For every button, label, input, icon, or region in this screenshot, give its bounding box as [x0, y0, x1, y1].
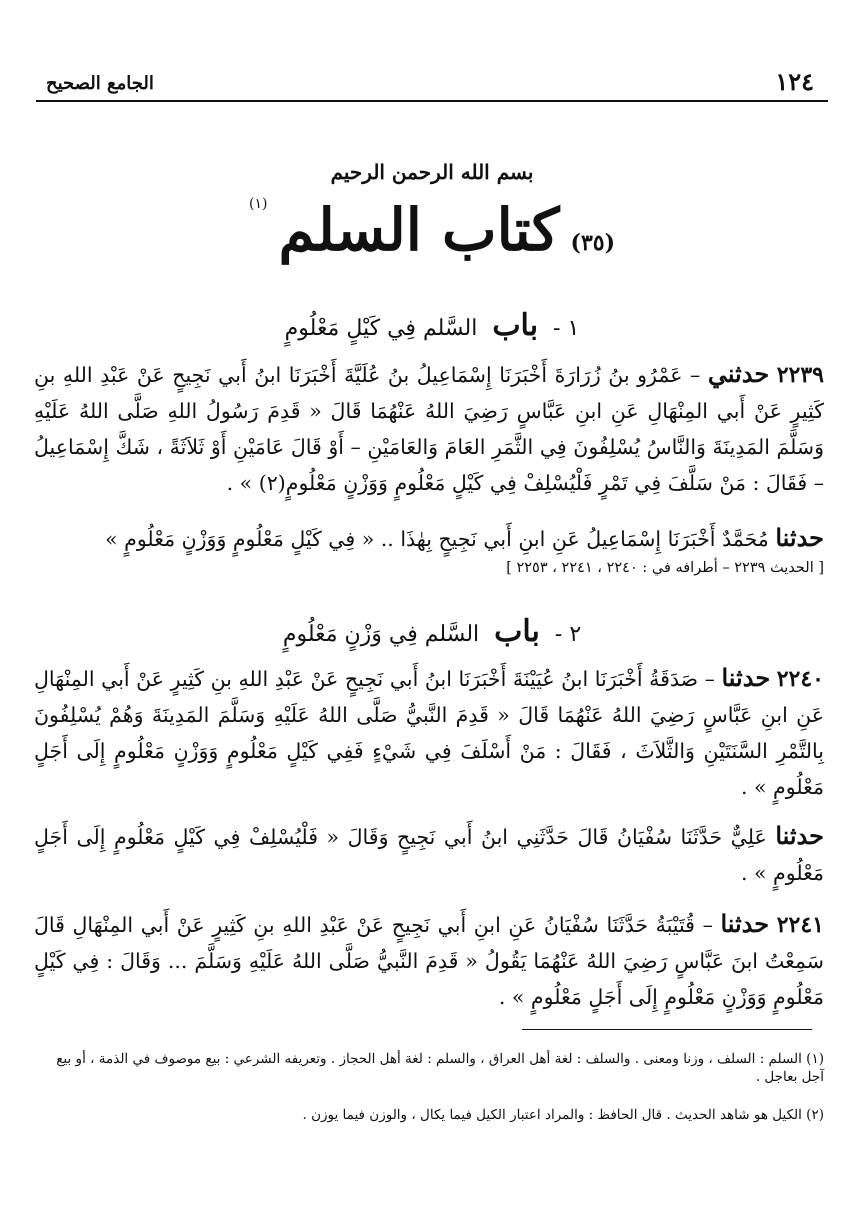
- book-title: [0, 196, 864, 264]
- running-title: الجامع الصحيح: [46, 73, 154, 94]
- chapter-title: السَّلم فِي كَيْلٍ مَعْلُومٍ: [284, 316, 478, 341]
- hadith-lead: حدثنا: [775, 523, 824, 552]
- hadith-2239-chain: [34, 520, 824, 557]
- hadith-text: – عَمْرُو بنُ زُرَارَةَ أَخْبَرَنَا إِسْمَاعِيلُ بنُ عُلَيَّةَ أَخْبَرَنَا ابنُ أَبي نَجِيحٍ عَنْ عَبْدِ اللهِ بنِ كَثِيرٍ عَنْ أَبي المِنْهَالِ عَنِ ابنِ عَبَّاسٍ رَضِيَ اللهُ عَنْهُمَا قَالَ « قَدِمَ رَسُولُ اللهِ صَلَّى اللهُ عَلَيْهِ وَسَلَّمَ المَدِينَةَ وَالنَّاسُ يُسْلِفُونَ فِي الثَّمَرِ العَامَ وَالعَامَيْنِ – أَوْ قَالَ عَامَيْنِ أَوْ ثَلاَثَةً ، شَكَّ إِسْمَاعِيلُ – فَقَالَ : مَنْ سَلَّفَ فِي تَمْرٍ فَلْيُسْلِفْ فِي كَيْلٍ مَعْلُومٍ وَوَزْنٍ مَعْلُومٍ(٢) » .: [34, 363, 824, 495]
- book-number: (٣٥): [570, 230, 616, 256]
- footnote-divider: [522, 1029, 812, 1030]
- page-number: ١٢٤: [775, 67, 814, 96]
- hadith-number: ٢٢٤٠: [776, 666, 824, 692]
- chapter-number: ٢ -: [554, 622, 582, 647]
- footnote-1: (١) السلم : السلف ، وزنا ومعنى . والسلف : لغة أهل العراق ، والسلم : لغة أهل الحجاز . وتعريفه الشرعي : بيع موصوف في الذمة ، أو بيع آجل بعاجل .: [56, 1051, 824, 1085]
- chapter-title: السَّلم فِي وَزْنٍ مَعْلُومٍ: [282, 622, 480, 647]
- hadith-lead: حدثنا: [720, 909, 770, 938]
- hadith-number: ٢٢٣٩: [776, 362, 824, 388]
- hadith-2239: [34, 356, 824, 501]
- footnote-2: (٢) الكيل هو شاهد الحديث . قال الحافظ : والمراد اعتبار الكيل فيما يكال ، والوزن فيما يوزن .: [302, 1107, 824, 1123]
- hadith-lead: حدثني: [707, 359, 770, 388]
- hadith-text: عَلِيٌّ حَدَّثَنَا سُفْيَانُ قَالَ حَدَّثَنِي ابنُ أَبي نَجِيحٍ وَقَالَ « فَلْيُسْلِفْ فِي كَيْلٍ مَعْلُومٍ إِلَى أَجَلٍ مَعْلُومٍ » .: [34, 825, 824, 885]
- hadith-2241: [34, 906, 824, 1015]
- hadith-text: مُحَمَّدٌ أَخْبَرَنَا إِسْمَاعِيلُ عَنِ ابنِ أَبي نَجِيحٍ بِهٰذَا .. « فِي كَيْلٍ مَعْلُومٍ وَوَزْنٍ مَعْلُومٍ »: [105, 527, 769, 551]
- hadith-number: ٢٢٤١: [776, 912, 824, 938]
- hadith-text: – صَدَقَةُ أَخْبَرَنَا ابنُ عُيَيْنَةَ أَخْبَرَنَا ابنُ أَبي نَجِيحٍ عَنْ عَبْدِ اللهِ بنِ كَثِيرٍ عَنْ أَبي المِنْهَالِ عَنِ ابنِ عَبَّاسٍ رَضِيَ اللهُ عَنْهُمَا قَالَ « قَدِمَ النَّبيُّ صَلَّى اللهُ عَلَيْهِ وَسَلَّمَ المَدِينَةَ وَهُمْ يُسْلِفُونَ بِالتَّمْرِ السَّنَتَيْنِ وَالثَّلاَثَ ، فَقَالَ : مَنْ أَسْلَفَ فِي شَيْءٍ فَفِي كَيْلٍ مَعْلُومٍ وَوَزْنٍ مَعْلُومٍ إِلَى أَجَلٍ مَعْلُومٍ » .: [34, 667, 824, 799]
- hadith-2240-chain: [34, 818, 824, 891]
- page-header: [36, 56, 828, 102]
- hadith-text: – قُتَيْبَةُ حَدَّثَنَا سُفْيَانُ عَنِ ابنِ أَبي نَجِيحٍ عَنْ عَبْدِ اللهِ بنِ كَثِيرٍ عَنْ أَبي المِنْهَالِ قَالَ سَمِعْتُ ابنَ عَبَّاسٍ رَضِيَ اللهُ عَنْهُمَا يَقُولُ « قَدِمَ النَّبيُّ صَلَّى اللهُ عَلَيْهِ وَسَلَّمَ ... وَقَالَ : فِي كَيْلٍ مَعْلُومٍ وَوَزْنٍ مَعْلُومٍ إِلَى أَجَلٍ مَعْلُومٍ » .: [34, 913, 824, 1009]
- hadith-lead: حدثنا: [721, 663, 771, 692]
- hadith-lead: حدثنا: [775, 821, 824, 850]
- hadith-2240: [34, 660, 824, 805]
- chapter-bab: باب: [492, 308, 539, 343]
- book-title-text: كتاب السلم: [278, 196, 560, 264]
- chapter-number: ١ -: [553, 316, 580, 341]
- hadith-references: [ الحديث ٢٢٣٩ – أطرافه في : ٢٢٤٠ ، ٢٢٤١ ، ٢٢٥٣ ]: [506, 560, 824, 576]
- basmala: بسم الله الرحمن الرحيم: [330, 160, 534, 184]
- chapter-bab: باب: [494, 614, 540, 649]
- chapter-heading-2: [0, 614, 864, 649]
- footnote-marker: (١): [248, 196, 268, 212]
- chapter-heading-1: [0, 308, 864, 343]
